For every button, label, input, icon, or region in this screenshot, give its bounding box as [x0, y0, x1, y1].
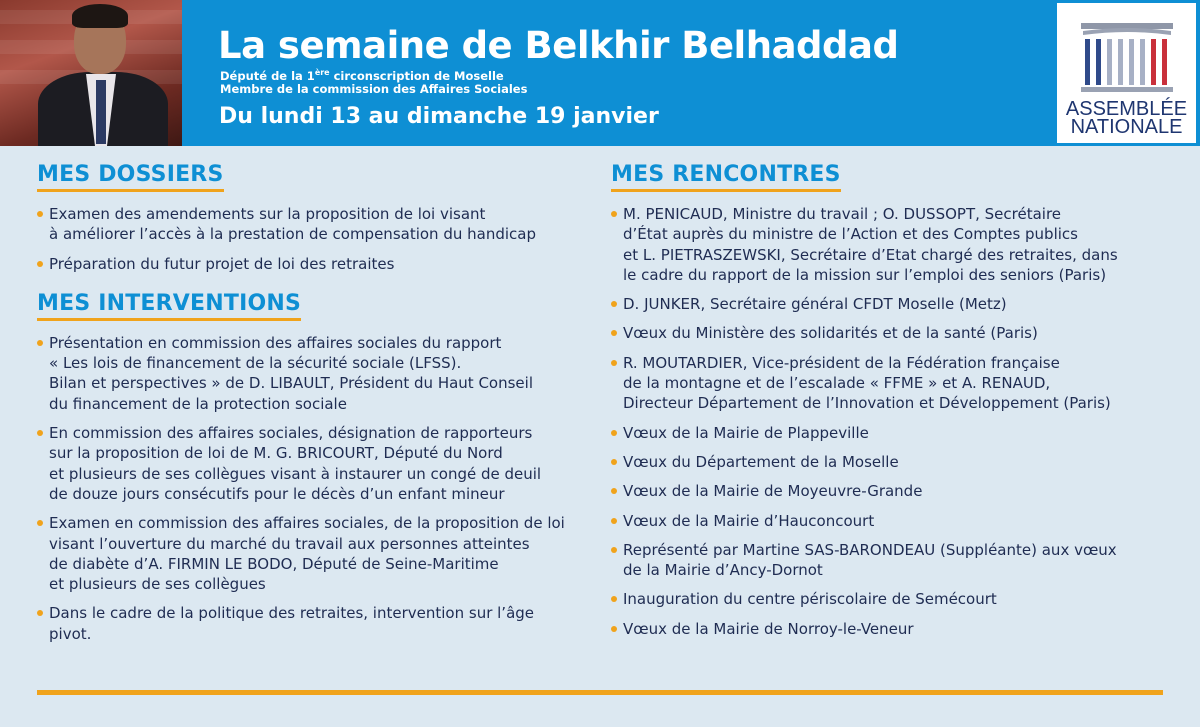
- list-item-line: de la montagne et de l’escalade « FFME » et A. RENAUD,: [623, 374, 1051, 393]
- list-item-line: En commission des affaires sociales, désignation de rapporteurs: [49, 424, 533, 443]
- list-item-line: Examen en commission des affaires sociales, de la proposition de loi: [49, 514, 565, 533]
- interventions-list: [37, 333, 597, 644]
- list-item-line: d’État auprès du ministre de l’Action et des Comptes publics: [623, 225, 1078, 244]
- list-item-line: Préparation du futur projet de loi des retraites: [49, 254, 395, 273]
- list-item: [611, 589, 1171, 609]
- subtitle-circonscription: Député de la 1ère circonscription de Moselle: [220, 68, 504, 83]
- list-item-line: Directeur Département de l’Innovation et Développement (Paris): [623, 394, 1111, 413]
- list-item: [37, 603, 597, 644]
- list-item-line: le cadre du rapport de la mission sur l’emploi des seniors (Paris): [623, 265, 1107, 284]
- section-title-dossiers: MES DOSSIERS: [37, 162, 224, 192]
- list-item-line: Représenté par Martine SAS-BARONDEAU (Suppléante) aux vœux: [623, 540, 1117, 559]
- list-item: [611, 452, 1171, 472]
- list-item-line: D. JUNKER, Secrétaire général CFDT Moselle (Metz): [623, 295, 1007, 314]
- parliament-building-icon: [1079, 21, 1175, 93]
- list-item-line: Dans le cadre de la politique des retraites, intervention sur l’âge: [49, 604, 535, 623]
- list-item-line: M. PENICAUD, Ministre du travail ; O. DUSSOPT, Secrétaire: [623, 205, 1062, 223]
- dossiers-list: [37, 204, 597, 274]
- list-item-line: Vœux du Département de la Moselle: [623, 452, 899, 471]
- list-item-line: R. MOUTARDIER, Vice-président de la Fédération française: [623, 353, 1060, 372]
- list-item-line: Examen des amendements sur la proposition de loi visant: [49, 205, 486, 223]
- list-item: [611, 204, 1171, 285]
- subtitle-commission: Membre de la commission des Affaires Sociales: [220, 82, 528, 96]
- right-column: [611, 162, 1171, 648]
- list-item-line: « Les lois de financement de la sécurité sociale (LFSS).: [49, 354, 462, 373]
- page-title: La semaine de Belkhir Belhaddad: [218, 24, 899, 67]
- list-item: [37, 204, 597, 245]
- list-item-line: Présentation en commission des affaires sociales du rapport: [49, 333, 502, 352]
- list-item-line: du financement de la protection sociale: [49, 394, 347, 413]
- section-title-interventions: MES INTERVENTIONS: [37, 291, 301, 321]
- list-item-line: de douze jours consécutifs pour le décès d’un enfant mineur: [49, 484, 505, 503]
- list-item-line: et L. PIETRASZEWSKI, Secrétaire d’Etat chargé des retraites, dans: [623, 245, 1118, 264]
- list-item: [611, 323, 1171, 343]
- list-item: [37, 254, 597, 274]
- footer-divider: [37, 690, 1163, 695]
- list-item-line: à améliorer l’accès à la prestation de compensation du handicap: [49, 225, 536, 244]
- list-item: [611, 540, 1171, 581]
- list-item: [37, 333, 597, 414]
- list-item-line: Vœux de la Mairie de Moyeuvre-Grande: [623, 482, 923, 501]
- list-item-line: pivot.: [49, 624, 92, 643]
- header-banner: [0, 0, 1200, 146]
- list-item-line: Bilan et perspectives » de D. LIBAULT, Président du Haut Conseil: [49, 374, 533, 393]
- list-item-line: et plusieurs de ses collègues visant à instaurer un congé de deuil: [49, 464, 542, 483]
- list-item-line: sur la proposition de loi de M. G. BRICOURT, Député du Nord: [49, 444, 503, 463]
- deputy-portrait: [0, 0, 182, 146]
- list-item-line: de diabète d’A. FIRMIN LE BODO, Député de Seine-Maritime: [49, 554, 499, 573]
- week-dates: Du lundi 13 au dimanche 19 janvier: [219, 104, 659, 129]
- list-item: [611, 423, 1171, 443]
- list-item: [611, 511, 1171, 531]
- list-item: [611, 481, 1171, 501]
- list-item-line: visant l’ouverture du marché du travail aux personnes atteintes: [49, 534, 530, 553]
- list-item-line: Vœux de la Mairie d’Hauconcourt: [623, 511, 875, 530]
- list-item-line: Vœux du Ministère des solidarités et de la santé (Paris): [623, 324, 1038, 343]
- list-item: [37, 423, 597, 504]
- list-item: [611, 294, 1171, 314]
- list-item: [611, 353, 1171, 414]
- list-item-line: de la Mairie d’Ancy-Dornot: [623, 561, 823, 580]
- list-item-line: Vœux de la Mairie de Norroy-le-Veneur: [623, 619, 914, 638]
- list-item: [611, 619, 1171, 639]
- assemblee-nationale-logo: ASSEMBLÉE NATIONALE: [1057, 3, 1196, 143]
- rencontres-list: [611, 204, 1171, 639]
- left-column: [37, 162, 597, 653]
- list-item-line: Vœux de la Mairie de Plappeville: [623, 423, 869, 442]
- list-item-line: Inauguration du centre périscolaire de Semécourt: [623, 590, 997, 609]
- list-item: [37, 513, 597, 594]
- section-title-rencontres: MES RENCONTRES: [611, 162, 841, 192]
- list-item-line: et plusieurs de ses collègues: [49, 575, 266, 594]
